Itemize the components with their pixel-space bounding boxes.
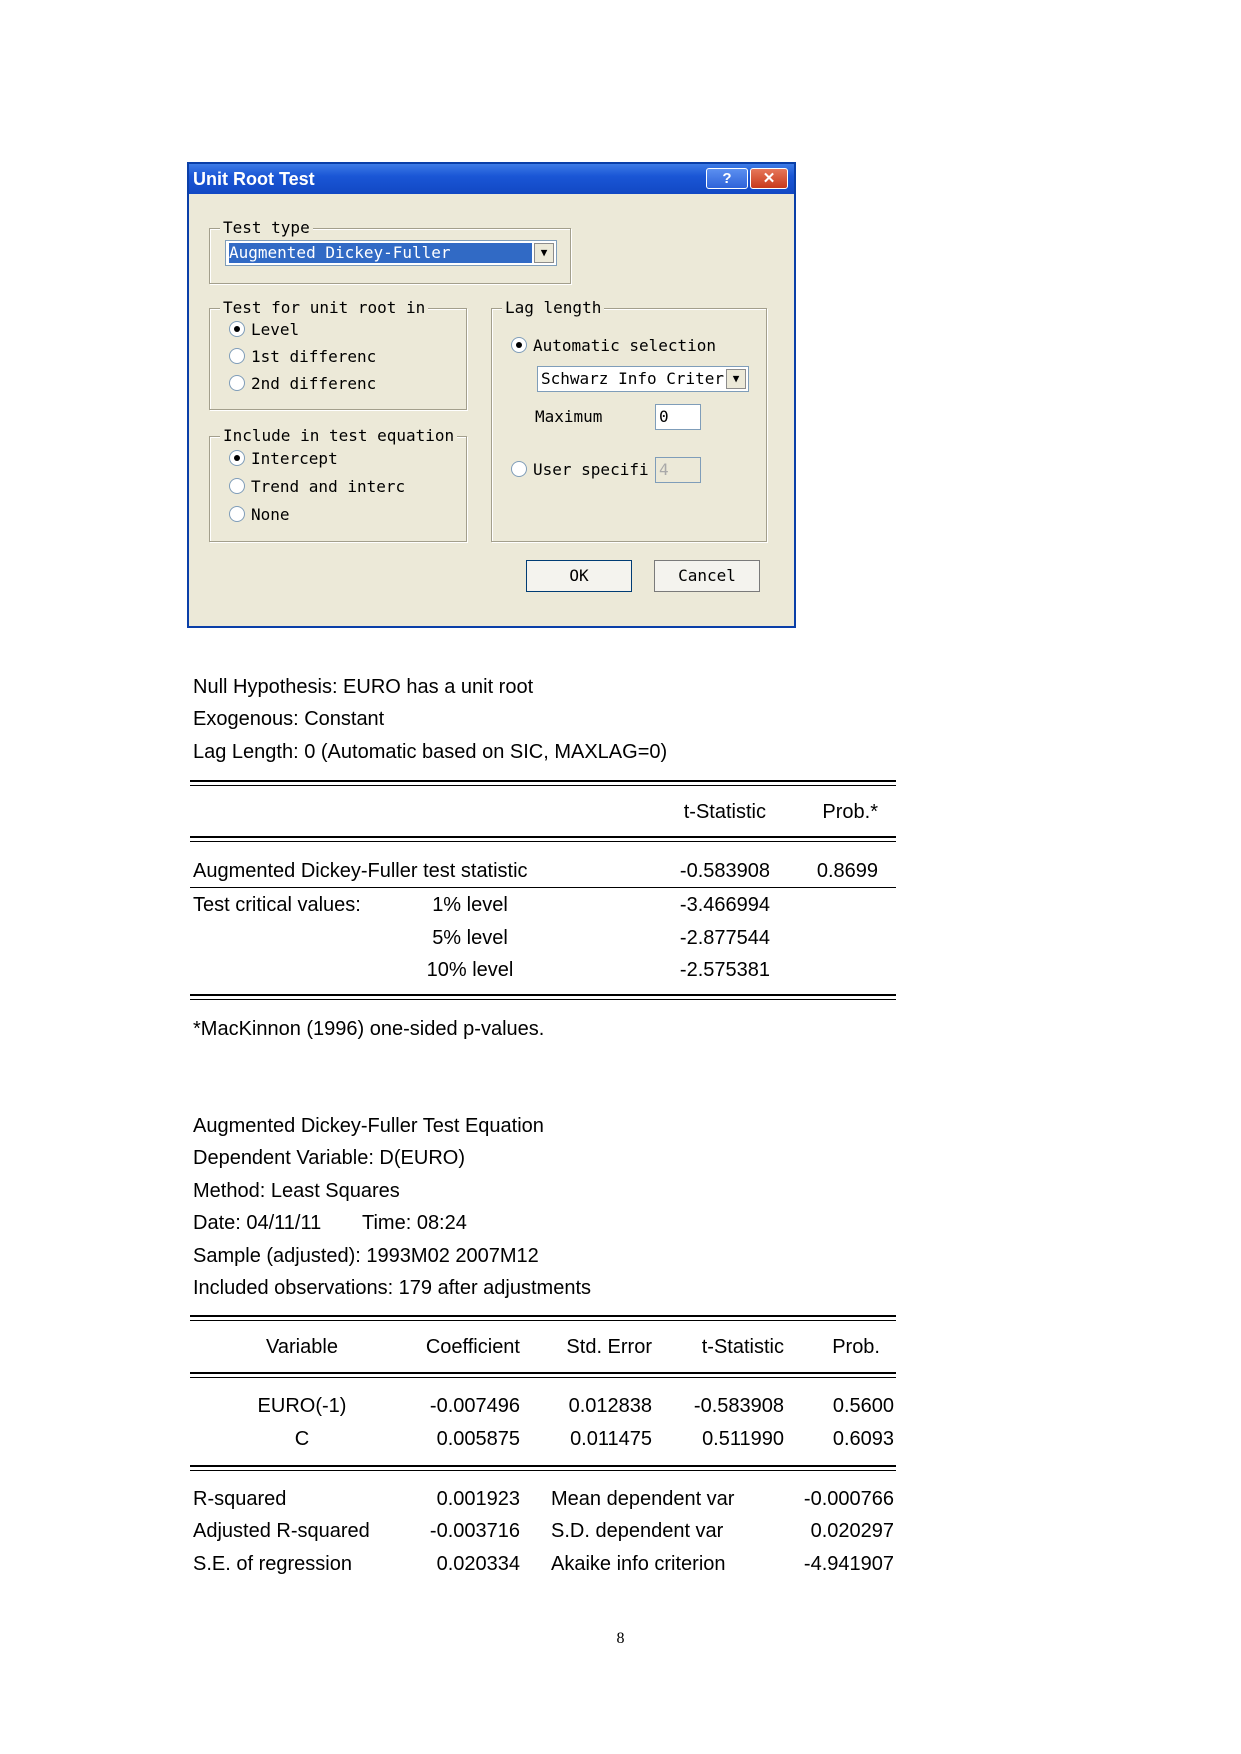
coef-prob: 0.5600 <box>832 1395 894 1417</box>
col-prob-header: Prob. <box>832 1336 880 1358</box>
col-prob-header: Prob.* <box>822 801 878 823</box>
help-button[interactable]: ? <box>706 168 748 189</box>
unit-root-in-legend: Test for unit root in <box>220 298 428 318</box>
time: Time: 08:24 <box>362 1212 467 1234</box>
radio-icon[interactable] <box>229 506 245 522</box>
col-variable-header: Variable <box>266 1336 338 1358</box>
critical-values-label: Test critical values: <box>193 894 361 916</box>
stat-label-2: S.D. dependent var <box>551 1520 724 1542</box>
critical-value: -2.877544 <box>679 927 770 949</box>
table-rule <box>190 999 896 1000</box>
test-type-value: Augmented Dickey-Fuller <box>229 243 532 263</box>
criterion-select[interactable] <box>537 366 749 392</box>
date: Date: 04/11/11 <box>193 1212 322 1234</box>
col-tstat-header: t-Statistic <box>683 801 766 823</box>
coef-variable: C <box>294 1428 310 1450</box>
close-button[interactable]: ✕ <box>750 168 788 189</box>
cancel-button[interactable]: Cancel <box>654 560 760 592</box>
sample: Sample (adjusted): 1993M02 2007M12 <box>193 1245 539 1267</box>
stat-value-2: -0.000766 <box>803 1488 894 1510</box>
radio-1st-difference-label: 1st differenc <box>251 347 377 366</box>
coef-prob: 0.6093 <box>832 1428 894 1450</box>
observations: Included observations: 179 after adjustments <box>193 1277 592 1299</box>
critical-level: 5% level <box>432 927 508 949</box>
maximum-label: Maximum <box>535 407 603 426</box>
critical-level: 1% level <box>432 894 508 916</box>
coef-stderror: 0.011475 <box>570 1428 652 1450</box>
radio-level[interactable] <box>229 320 299 340</box>
stat-label: Adjusted R-squared <box>193 1520 370 1542</box>
radio-intercept-label: Intercept <box>251 449 338 468</box>
col-coefficient-header: Coefficient <box>425 1336 520 1358</box>
table-rule <box>190 836 896 838</box>
dialog-titlebar[interactable] <box>189 164 794 194</box>
automatic-selection-label: Automatic selection <box>533 336 717 355</box>
exogenous: Exogenous: Constant <box>193 708 385 730</box>
radio-2nd-difference[interactable] <box>229 374 376 394</box>
test-type-select[interactable] <box>225 240 557 266</box>
radio-automatic-selection[interactable] <box>511 336 716 356</box>
coef-value: 0.005875 <box>436 1428 520 1450</box>
coef-value: -0.007496 <box>429 1395 520 1417</box>
user-specified-label: User specifi <box>533 460 649 479</box>
dependent-variable: Dependent Variable: D(EURO) <box>193 1147 465 1169</box>
chevron-down-icon[interactable]: ▼ <box>534 243 554 263</box>
col-tstat-header: t-Statistic <box>701 1336 784 1358</box>
table-rule <box>190 1315 896 1317</box>
coef-tstat: 0.511990 <box>702 1428 784 1450</box>
table-rule <box>190 1372 896 1374</box>
radio-trend-intercept[interactable] <box>229 477 405 497</box>
chevron-down-icon[interactable]: ▼ <box>726 369 746 389</box>
dialog-title: Unit Root Test <box>193 169 315 189</box>
unit-root-test-dialog <box>187 162 796 628</box>
radio-selected-icon[interactable] <box>229 450 245 466</box>
table-rule <box>190 1465 896 1467</box>
radio-icon[interactable] <box>229 348 245 364</box>
col-stderror-header: Std. Error <box>566 1336 652 1358</box>
critical-level: 10% level <box>426 959 514 981</box>
adf-stat-label: Augmented Dickey-Fuller test statistic <box>193 860 528 882</box>
method: Method: Least Squares <box>193 1180 400 1202</box>
stat-label-2: Mean dependent var <box>551 1488 735 1510</box>
criterion-value: Schwarz Info Criter <box>541 369 724 388</box>
critical-value: -2.575381 <box>679 959 770 981</box>
radio-trend-intercept-label: Trend and interc <box>251 477 406 496</box>
table-rule <box>190 887 896 888</box>
table-rule <box>190 1377 896 1378</box>
table-rule <box>190 1470 896 1471</box>
table-rule <box>190 780 896 782</box>
coef-variable: EURO(-1) <box>257 1395 347 1417</box>
adf-stat-prob: 0.8699 <box>816 860 878 882</box>
user-specified-input[interactable]: 4 <box>655 457 701 483</box>
page-number: 8 <box>616 1630 625 1647</box>
adf-stat-value: -0.583908 <box>679 860 770 882</box>
include-legend: Include in test equation <box>220 426 457 446</box>
stat-value-2: 0.020297 <box>810 1520 894 1542</box>
table-rule <box>190 785 896 786</box>
radio-intercept[interactable] <box>229 449 338 469</box>
stat-label: S.E. of regression <box>193 1553 352 1575</box>
table-rule <box>190 994 896 996</box>
table-rule <box>190 1320 896 1321</box>
stat-value-2: -4.941907 <box>803 1553 894 1575</box>
table-rule <box>190 841 896 842</box>
radio-1st-difference[interactable] <box>229 347 376 367</box>
radio-selected-icon[interactable] <box>229 321 245 337</box>
ok-button[interactable]: OK <box>526 560 632 592</box>
radio-none-label: None <box>251 505 290 524</box>
footnote: *MacKinnon (1996) one-sided p-values. <box>193 1018 545 1040</box>
critical-value: -3.466994 <box>679 894 770 916</box>
null-hypothesis: Null Hypothesis: EURO has a unit root <box>193 676 534 698</box>
radio-icon[interactable] <box>229 478 245 494</box>
lag-length-legend: Lag length <box>502 298 604 318</box>
radio-2nd-difference-label: 2nd differenc <box>251 374 377 393</box>
radio-selected-icon[interactable] <box>511 337 527 353</box>
radio-none[interactable] <box>229 505 290 525</box>
lag-length-text: Lag Length: 0 (Automatic based on SIC, MAXLAG=0) <box>193 741 668 763</box>
radio-level-label: Level <box>251 320 300 339</box>
test-type-legend: Test type <box>220 218 313 238</box>
radio-icon[interactable] <box>511 461 527 477</box>
stat-value: 0.020334 <box>436 1553 520 1575</box>
stat-value: -0.003716 <box>429 1520 520 1542</box>
radio-icon[interactable] <box>229 375 245 391</box>
maximum-input[interactable]: 0 <box>655 404 701 430</box>
coef-stderror: 0.012838 <box>568 1395 652 1417</box>
equation-title: Augmented Dickey-Fuller Test Equation <box>193 1115 544 1137</box>
stat-label: R-squared <box>193 1488 287 1510</box>
stat-label-2: Akaike info criterion <box>551 1553 726 1575</box>
radio-user-specified[interactable] <box>511 460 649 480</box>
coef-tstat: -0.583908 <box>693 1395 784 1417</box>
stat-value: 0.001923 <box>436 1488 520 1510</box>
